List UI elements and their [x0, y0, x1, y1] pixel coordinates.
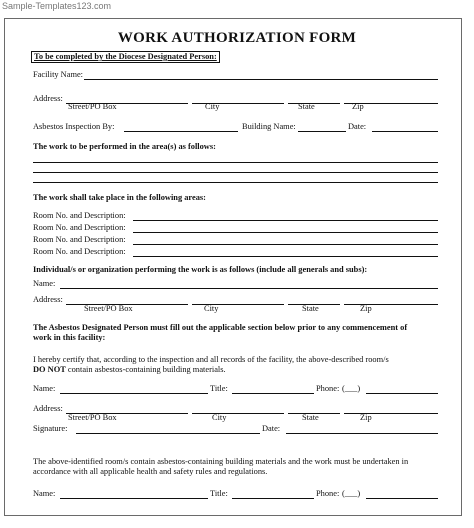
section1-header: To be completed by the Diocese Designated Person:: [31, 51, 220, 63]
date-label: Date:: [348, 122, 367, 131]
cert-name-field[interactable]: [60, 393, 208, 394]
state-caption: State: [298, 102, 315, 111]
cert-zip-caption: Zip: [360, 413, 372, 422]
individual-street-caption: Street/PO Box: [84, 304, 133, 313]
cert-address-label: Address:: [33, 404, 63, 413]
work-places-label: The work shall take place in the following areas:: [33, 193, 206, 202]
form-title: WORK AUTHORIZATION FORM: [117, 30, 357, 46]
identified-line2: accordance with all applicable health and safety rules and regulations.: [33, 467, 268, 476]
id-title-field[interactable]: [232, 498, 314, 499]
building-name-field[interactable]: [298, 131, 346, 132]
street-caption: Street/PO Box: [68, 102, 117, 111]
id-phone-field[interactable]: [366, 498, 438, 499]
id-name-field[interactable]: [60, 498, 208, 499]
individual-name-label: Name:: [33, 279, 56, 288]
individual-address-label: Address:: [33, 295, 63, 304]
signature-date-field[interactable]: [286, 433, 438, 434]
id-title-label: Title:: [210, 489, 228, 498]
cert-phone-label: Phone:: [316, 384, 340, 393]
room-field-4[interactable]: [133, 256, 438, 257]
individual-name-field[interactable]: [60, 288, 438, 289]
work-line-3[interactable]: [33, 182, 438, 183]
room-field-1[interactable]: [133, 220, 438, 221]
adp-instruction-line1: The Asbestos Designated Person must fill out the applicable section below prior to any commencement of: [33, 323, 408, 332]
signature-label: Signature:: [33, 424, 68, 433]
cert-street-caption: Street/PO Box: [68, 413, 117, 422]
work-line-2[interactable]: [33, 172, 438, 173]
cert-state-caption: State: [302, 413, 319, 422]
id-phone-paren: (___): [342, 489, 361, 498]
facility-name-field[interactable]: [84, 79, 438, 80]
cert-city-field[interactable]: [192, 413, 284, 414]
cert-title-field[interactable]: [232, 393, 314, 394]
individuals-label: Individual/s or organization performing the work is as follows (include all generals and subs):: [33, 265, 368, 274]
individual-zip-caption: Zip: [360, 304, 372, 313]
date-field[interactable]: [372, 131, 438, 132]
room-label-3: Room No. and Description:: [33, 235, 126, 244]
work-performed-label: The work to be performed in the area(s) as follows:: [33, 142, 216, 151]
cert-phone-paren: (___): [342, 384, 361, 393]
individual-state-caption: State: [302, 304, 319, 313]
city-caption: City: [205, 102, 220, 111]
site-watermark: Sample-Templates123.com: [2, 1, 112, 11]
cert-city-caption: City: [212, 413, 227, 422]
signature-date-label: Date:: [262, 424, 281, 433]
individual-zip-field[interactable]: [344, 304, 438, 305]
facility-name-label: Facility Name:: [33, 70, 84, 79]
cert-zip-field[interactable]: [344, 413, 438, 414]
certify-line2-rest: contain asbestos-containing building materials.: [65, 365, 226, 374]
inspection-label: Asbestos Inspection By:: [33, 122, 115, 131]
inspection-field[interactable]: [124, 131, 238, 132]
work-line-1[interactable]: [33, 162, 438, 163]
building-name-label: Building Name:: [242, 122, 296, 131]
id-phone-label: Phone:: [316, 489, 340, 498]
room-label-2: Room No. and Description:: [33, 223, 126, 232]
adp-instruction-line2: work in this facility:: [33, 333, 106, 342]
certify-line2: [33, 365, 226, 375]
room-label-4: Room No. and Description:: [33, 247, 126, 256]
individual-city-caption: City: [204, 304, 219, 313]
cert-phone-field[interactable]: [366, 393, 438, 394]
address-label: Address:: [33, 94, 63, 103]
cert-title-label: Title:: [210, 384, 228, 393]
id-name-label: Name:: [33, 489, 56, 498]
certify-line1: I hereby certify that, according to the inspection and all records of the facility, the above-described room/s: [33, 355, 389, 364]
room-field-2[interactable]: [133, 232, 438, 233]
identified-line1: The above-identified room/s contain asbestos-containing building materials and the work must be undertaken in: [33, 457, 409, 466]
cert-name-label: Name:: [33, 384, 56, 393]
room-field-3[interactable]: [133, 244, 438, 245]
certify-do-not: DO NOT: [33, 365, 66, 374]
room-label-1: Room No. and Description:: [33, 211, 126, 220]
zip-caption: Zip: [352, 102, 364, 111]
signature-field[interactable]: [76, 433, 260, 434]
